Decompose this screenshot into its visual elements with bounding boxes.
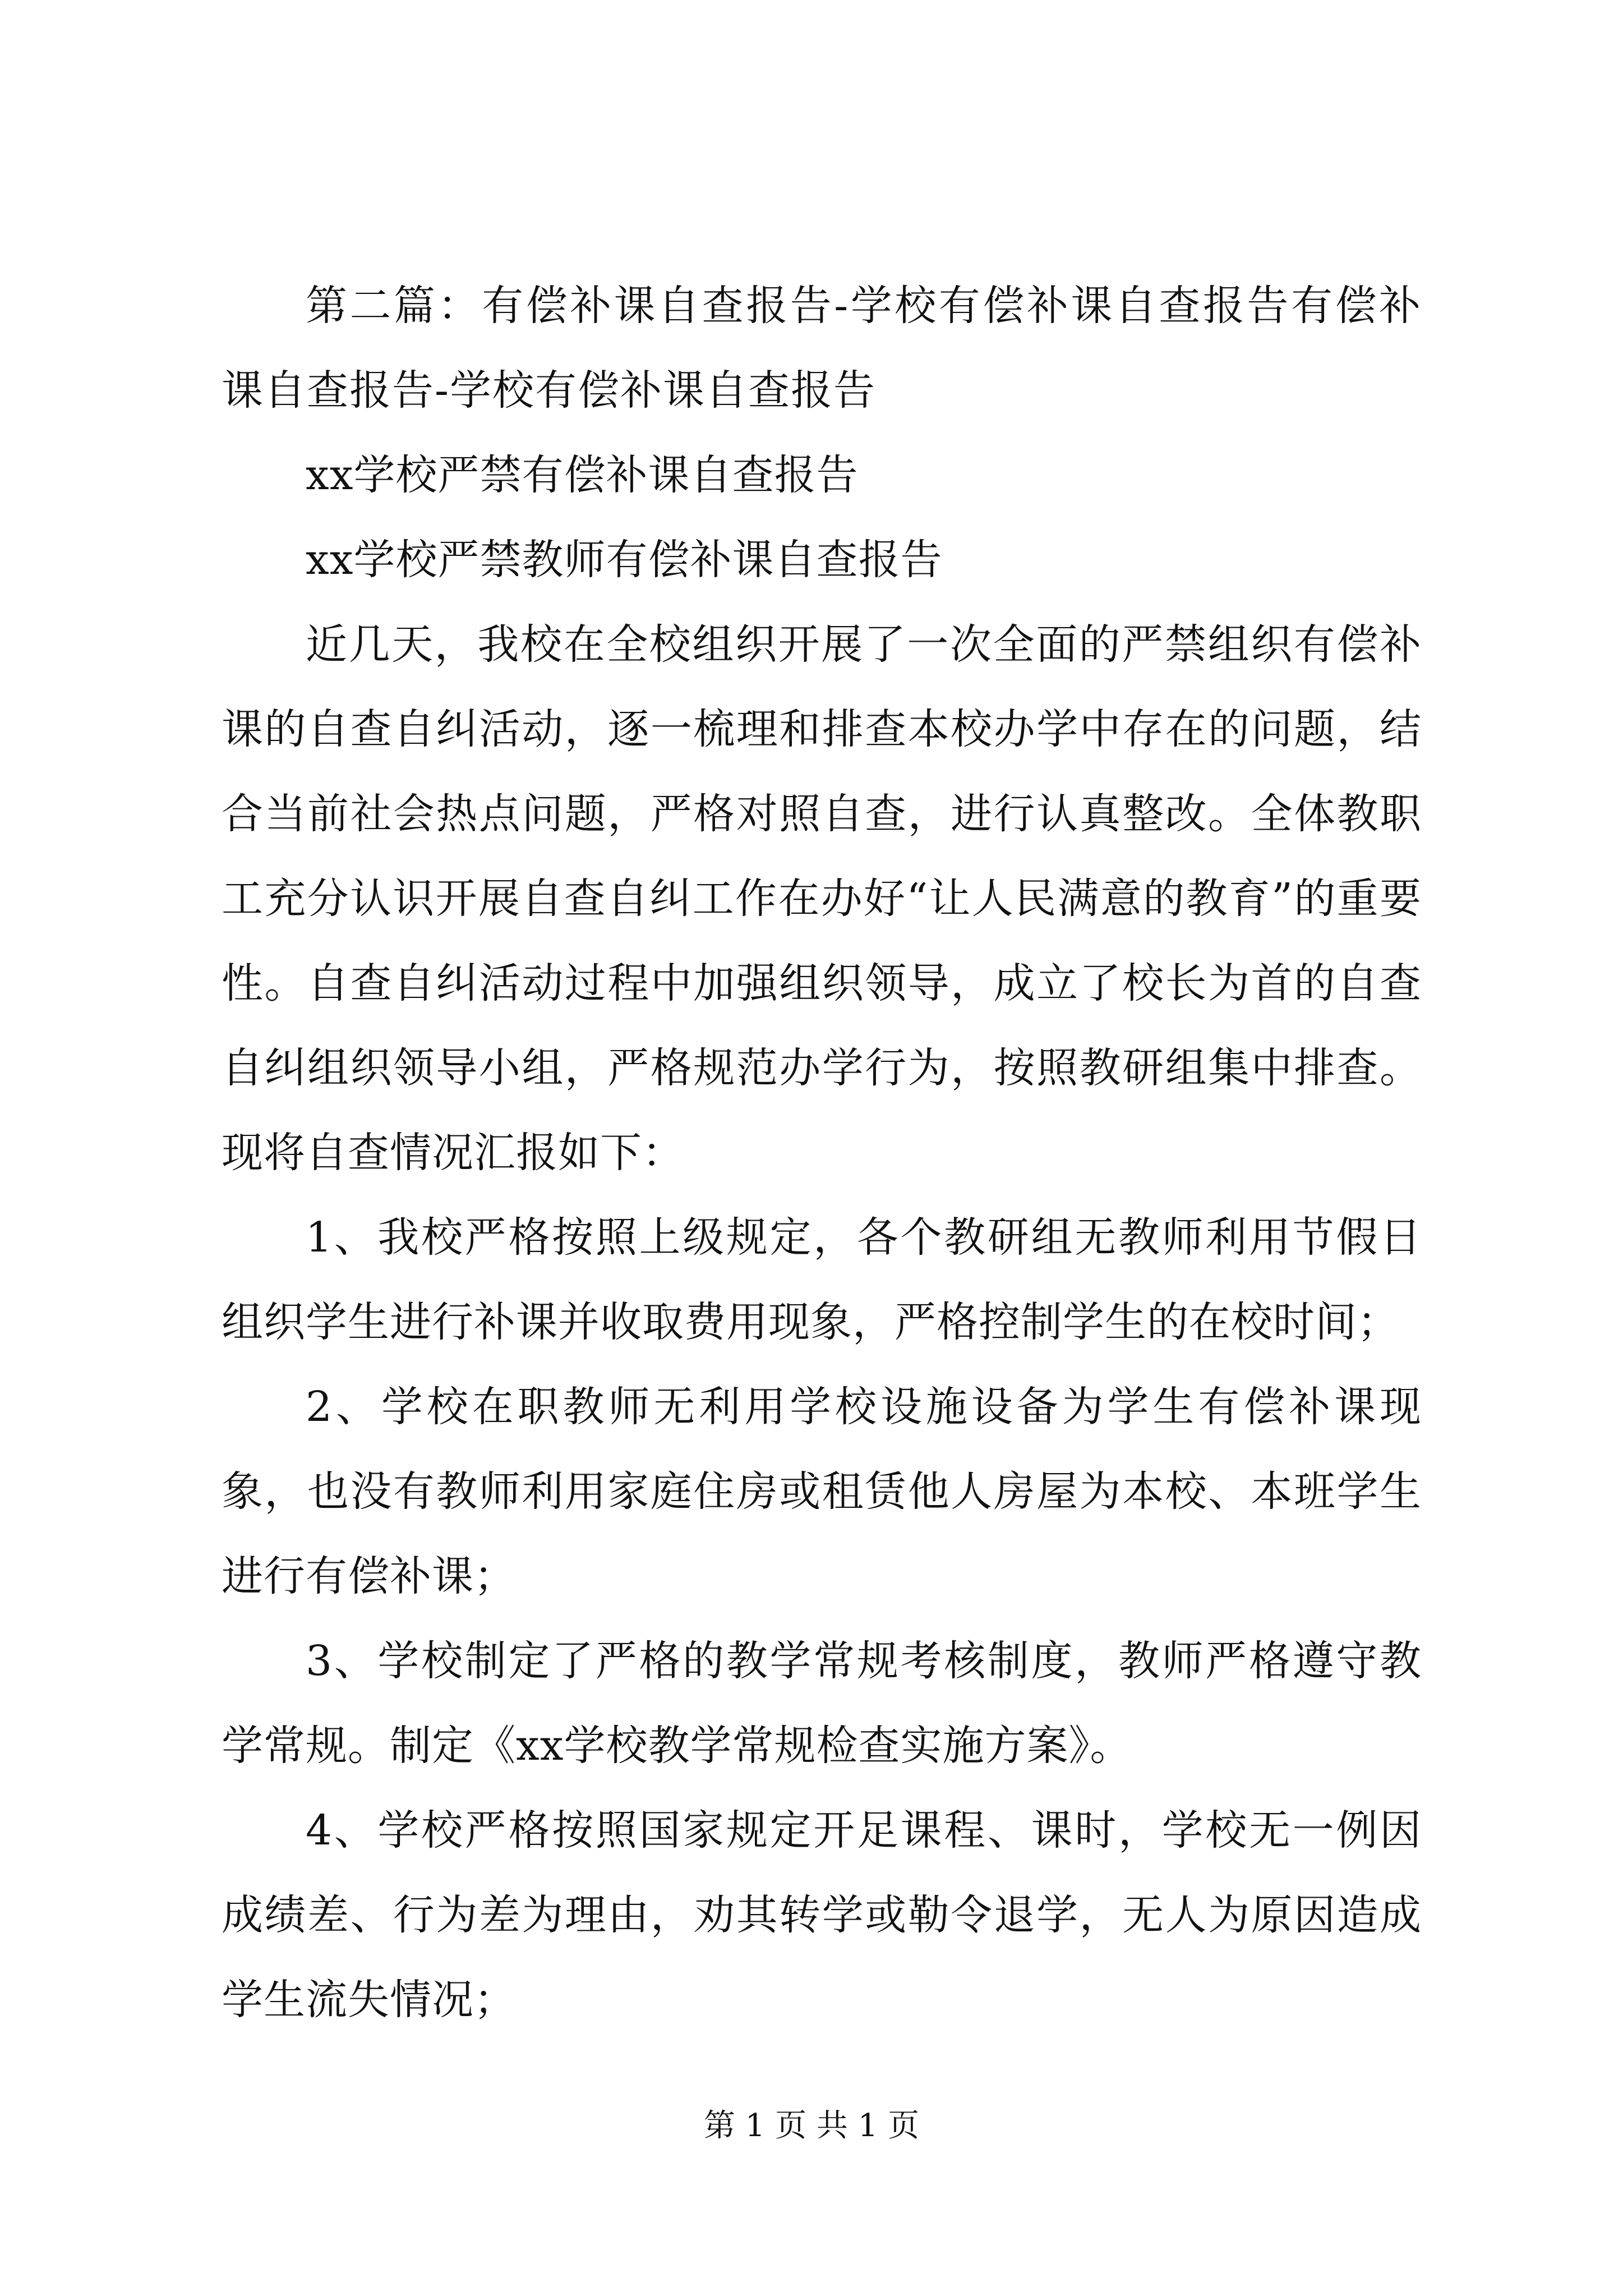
item-1: 1、我校严格按照上级规定，各个教研组无教师利用节假日组织学生进行补课并收取费用现象，严格控制学生的在校时间； [222, 1213, 1422, 1346]
intro-paragraph: 近几天，我校在全校组织开展了一次全面的严禁组织有偿补课的自查自纠活动，逐一梳理和排查本校办学中存在的问题，结合当前社会热点问题，严格对照自查，进行认真整改。全体教职工充分认识开展自查自纠工作在办好“让人民满意的教育”的重要性。自查自纠活动过程中加强组织领导，成立了校长为首的自查自纠组织领导小组，严格规范办学行为，按照教研组集中排查。现将自查情况汇报如下： [222, 620, 1422, 1177]
item-2: 2、学校在职教师无利用学校设施设备为学生有偿补课现象，也没有教师利用家庭住房或租赁他人房屋为本校、本班学生进行有偿补课； [222, 1383, 1422, 1600]
subtitle-1: xx学校严禁有偿补课自查报告 [306, 451, 859, 499]
document-title: 第二篇：有偿补课自查报告-学校有偿补课自查报告有偿补课自查报告-学校有偿补课自查报告 [222, 282, 1422, 415]
subtitle-2: xx学校严禁教师有偿补课自查报告 [306, 536, 943, 584]
page-footer: 第 1 页 共 1 页 [703, 2108, 920, 2144]
item-3: 3、学校制定了严格的教学常规考核制度，教师严格遵守教学常规。制定《xx学校教学常规检查实施方案》。 [222, 1637, 1422, 1770]
item-4: 4、学校严格按照国家规定开足课程、课时，学校无一例因成绩差、行为差为理由，劝其转学或勒令退学，无人为原因造成学生流失情况； [222, 1806, 1422, 2024]
document-body [222, 264, 1422, 2042]
